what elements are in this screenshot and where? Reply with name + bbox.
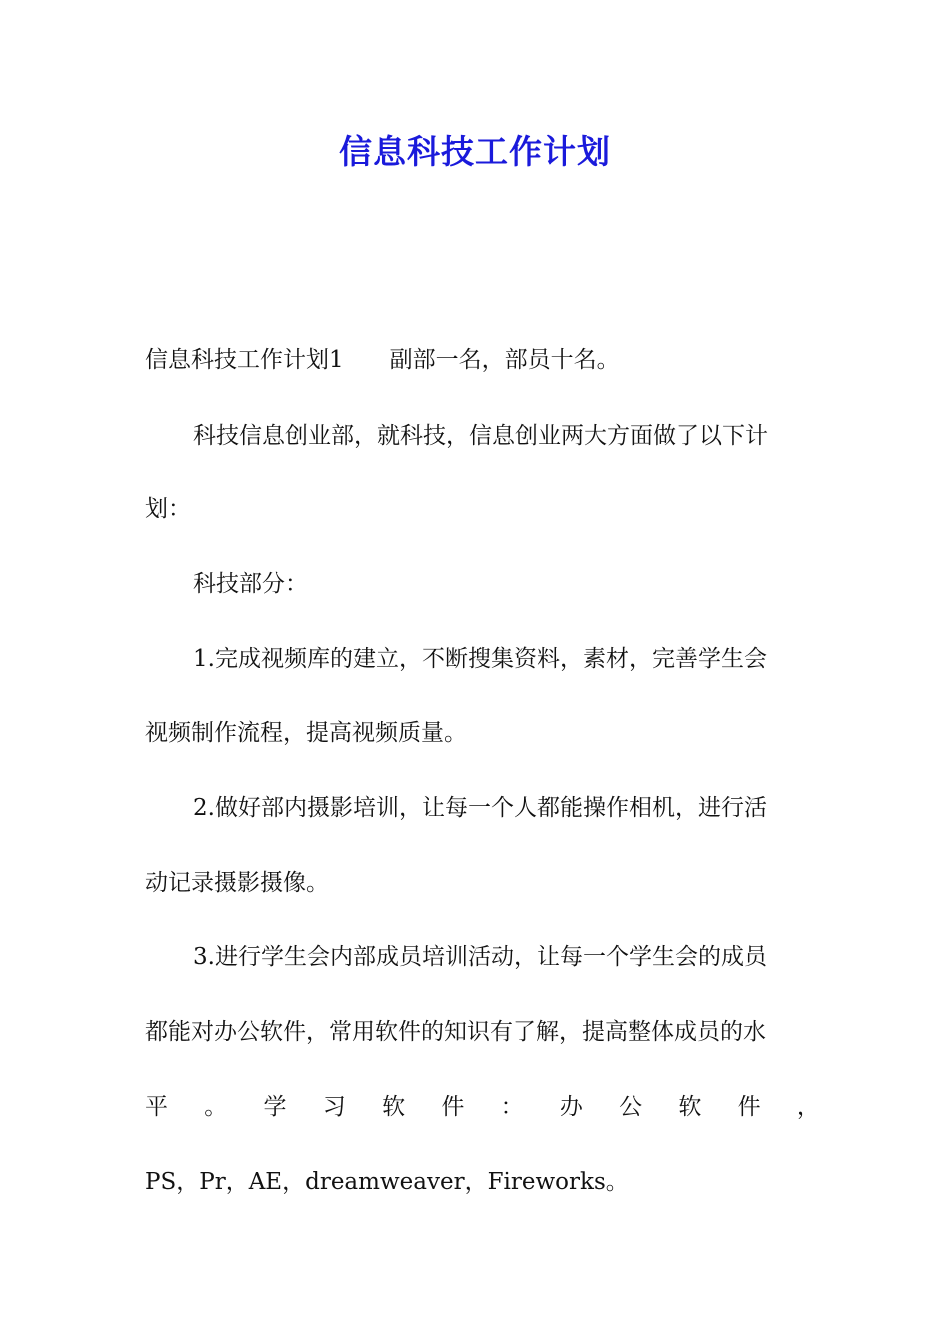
intro-line: [145, 343, 620, 377]
justified-char: 件: [441, 1094, 465, 1120]
item-3-line-1: 3.进行学生会内部成员培训活动，让每一个学生会的成员: [193, 944, 767, 970]
justified-char: ：: [500, 1094, 524, 1120]
item-2-line-1: 2.做好部内摄影培训，让每一个人都能操作相机，进行活: [193, 795, 767, 821]
item-1-line-2: 视频制作流程，提高视频质量。: [145, 720, 467, 746]
justified-char: 习: [322, 1094, 346, 1120]
item-3-line-4: PS，Pr，AE，dreamweaver，Fireworks。: [145, 1169, 629, 1195]
justified-char: 公: [619, 1094, 643, 1120]
paragraph-1-line-2: 划：: [145, 496, 191, 522]
justified-char: 学: [263, 1094, 287, 1120]
item-3-line-3: [145, 1090, 820, 1124]
intro-note: 副部一名，部员十名。: [389, 347, 620, 373]
document-title: 信息科技工作计划: [339, 132, 611, 171]
justified-char: 平: [145, 1094, 168, 1120]
section-heading: 科技部分：: [193, 571, 308, 597]
justified-char: 。: [204, 1094, 228, 1120]
justified-char: ，: [796, 1094, 820, 1120]
item-3-line-2: 都能对办公软件，常用软件的知识有了解，提高整体成员的水: [145, 1019, 766, 1045]
intro-heading: 信息科技工作计划1: [145, 347, 344, 373]
item-2-line-2: 动记录摄影摄像。: [145, 870, 329, 896]
item-1-line-1: 1.完成视频库的建立，不断搜集资料，素材，完善学生会: [193, 646, 767, 672]
justified-char: 件: [737, 1094, 761, 1120]
justified-char: 软: [382, 1094, 406, 1120]
justified-char: 办: [559, 1094, 583, 1120]
paragraph-1-line-1: 科技信息创业部，就科技，信息创业两大方面做了以下计: [193, 423, 768, 449]
justified-char: 软: [678, 1094, 702, 1120]
